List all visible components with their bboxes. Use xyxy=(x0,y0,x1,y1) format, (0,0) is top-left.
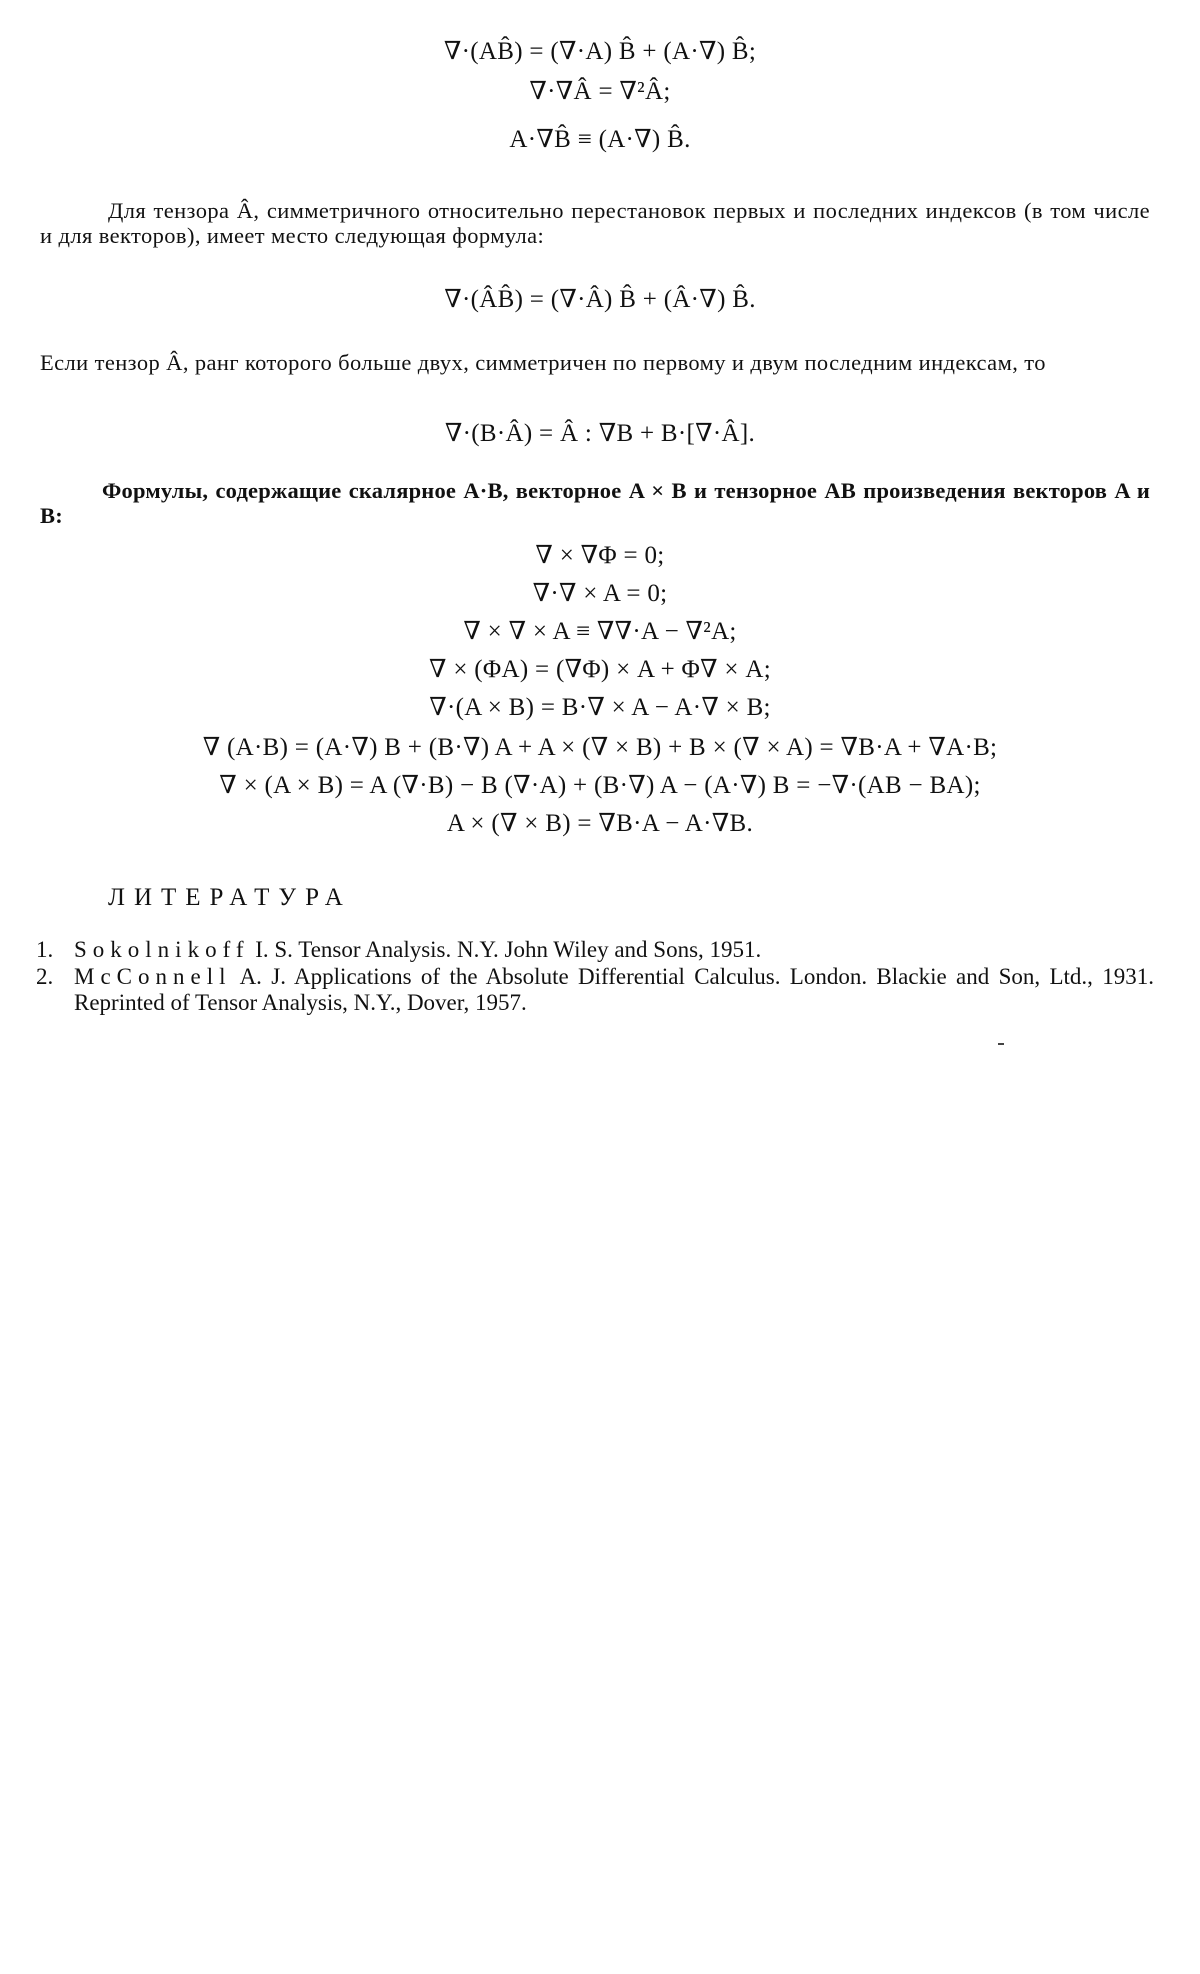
reference-number: 2. xyxy=(36,964,54,989)
equation-curl-grad: ∇ × ∇Φ = 0; xyxy=(535,542,665,569)
equation-curl-curl: ∇ × ∇ × A ≡ ∇∇·A − ∇²A; xyxy=(463,618,737,645)
paragraph-higher-rank: Если тензор Â, ранг которого больше двух, симметричен по первому и двум последним индексам, то xyxy=(40,350,1046,375)
reference-text xyxy=(74,937,1154,963)
equation-symmetric-tensor: ∇·(ÂB̂) = (∇·Â) B̂ + (Â·∇) B̂. xyxy=(444,286,756,313)
equation-cross-curl: A × (∇ × B) = ∇B·A − A·∇B. xyxy=(446,810,754,837)
equation-directional: A·∇B̂ ≡ (A·∇) B̂. xyxy=(509,126,691,153)
reference-author: McConnell xyxy=(74,964,232,989)
paragraph-vector-products: Формулы, содержащие скалярное A·B, векторное A × B и тензорное AB произведения векторов A и B: xyxy=(40,478,1150,528)
literature-heading: ЛИТЕРАТУРА xyxy=(108,884,352,911)
equation-div-curl: ∇·∇ × A = 0; xyxy=(532,580,668,607)
reference-details: A. J. Applications of the Absolute Differential Calculus. London. Blackie and Son, Ltd., 1931. Reprinted of Tensor Analysis, N.Y., Dover, 1957. xyxy=(74,964,1154,1015)
stray-mark xyxy=(998,1043,1004,1045)
reference-author: Sokolnikoff xyxy=(74,937,250,962)
paragraph-symmetric-tensor: Для тензора Â, симметричного относительно перестановок первых и последних индексов (в том числе и для векторов), имеет место следующая формула: xyxy=(40,198,1150,248)
equation-grad-dot: ∇ (A·B) = (A·∇) B + (B·∇) A + A × (∇ × B) + B × (∇ × A) = ∇B·A + ∇A·B; xyxy=(202,734,998,761)
equation-laplacian: ∇·∇Â = ∇²Â; xyxy=(529,78,671,105)
equation-div-product: ∇·(AB̂) = (∇·A) B̂ + (A·∇) B̂; xyxy=(443,38,757,65)
equation-curl-scalar-product: ∇ × (ΦA) = (∇Φ) × A + Φ∇ × A; xyxy=(429,656,771,683)
equation-div-cross: ∇·(A × B) = B·∇ × A − A·∇ × B; xyxy=(429,694,771,721)
equation-curl-cross: ∇ × (A × B) = A (∇·B) − B (∇·A) + (B·∇) A − (A·∇) B = −∇·(AB − BA); xyxy=(219,772,981,799)
reference-details: I. S. Tensor Analysis. N.Y. John Wiley and Sons, 1951. xyxy=(249,937,762,962)
reference-number: 1. xyxy=(36,937,54,962)
equation-higher-rank: ∇·(B·Â) = Â : ∇B + B·[∇·Â]. xyxy=(444,420,756,447)
reference-text xyxy=(74,964,1154,1016)
